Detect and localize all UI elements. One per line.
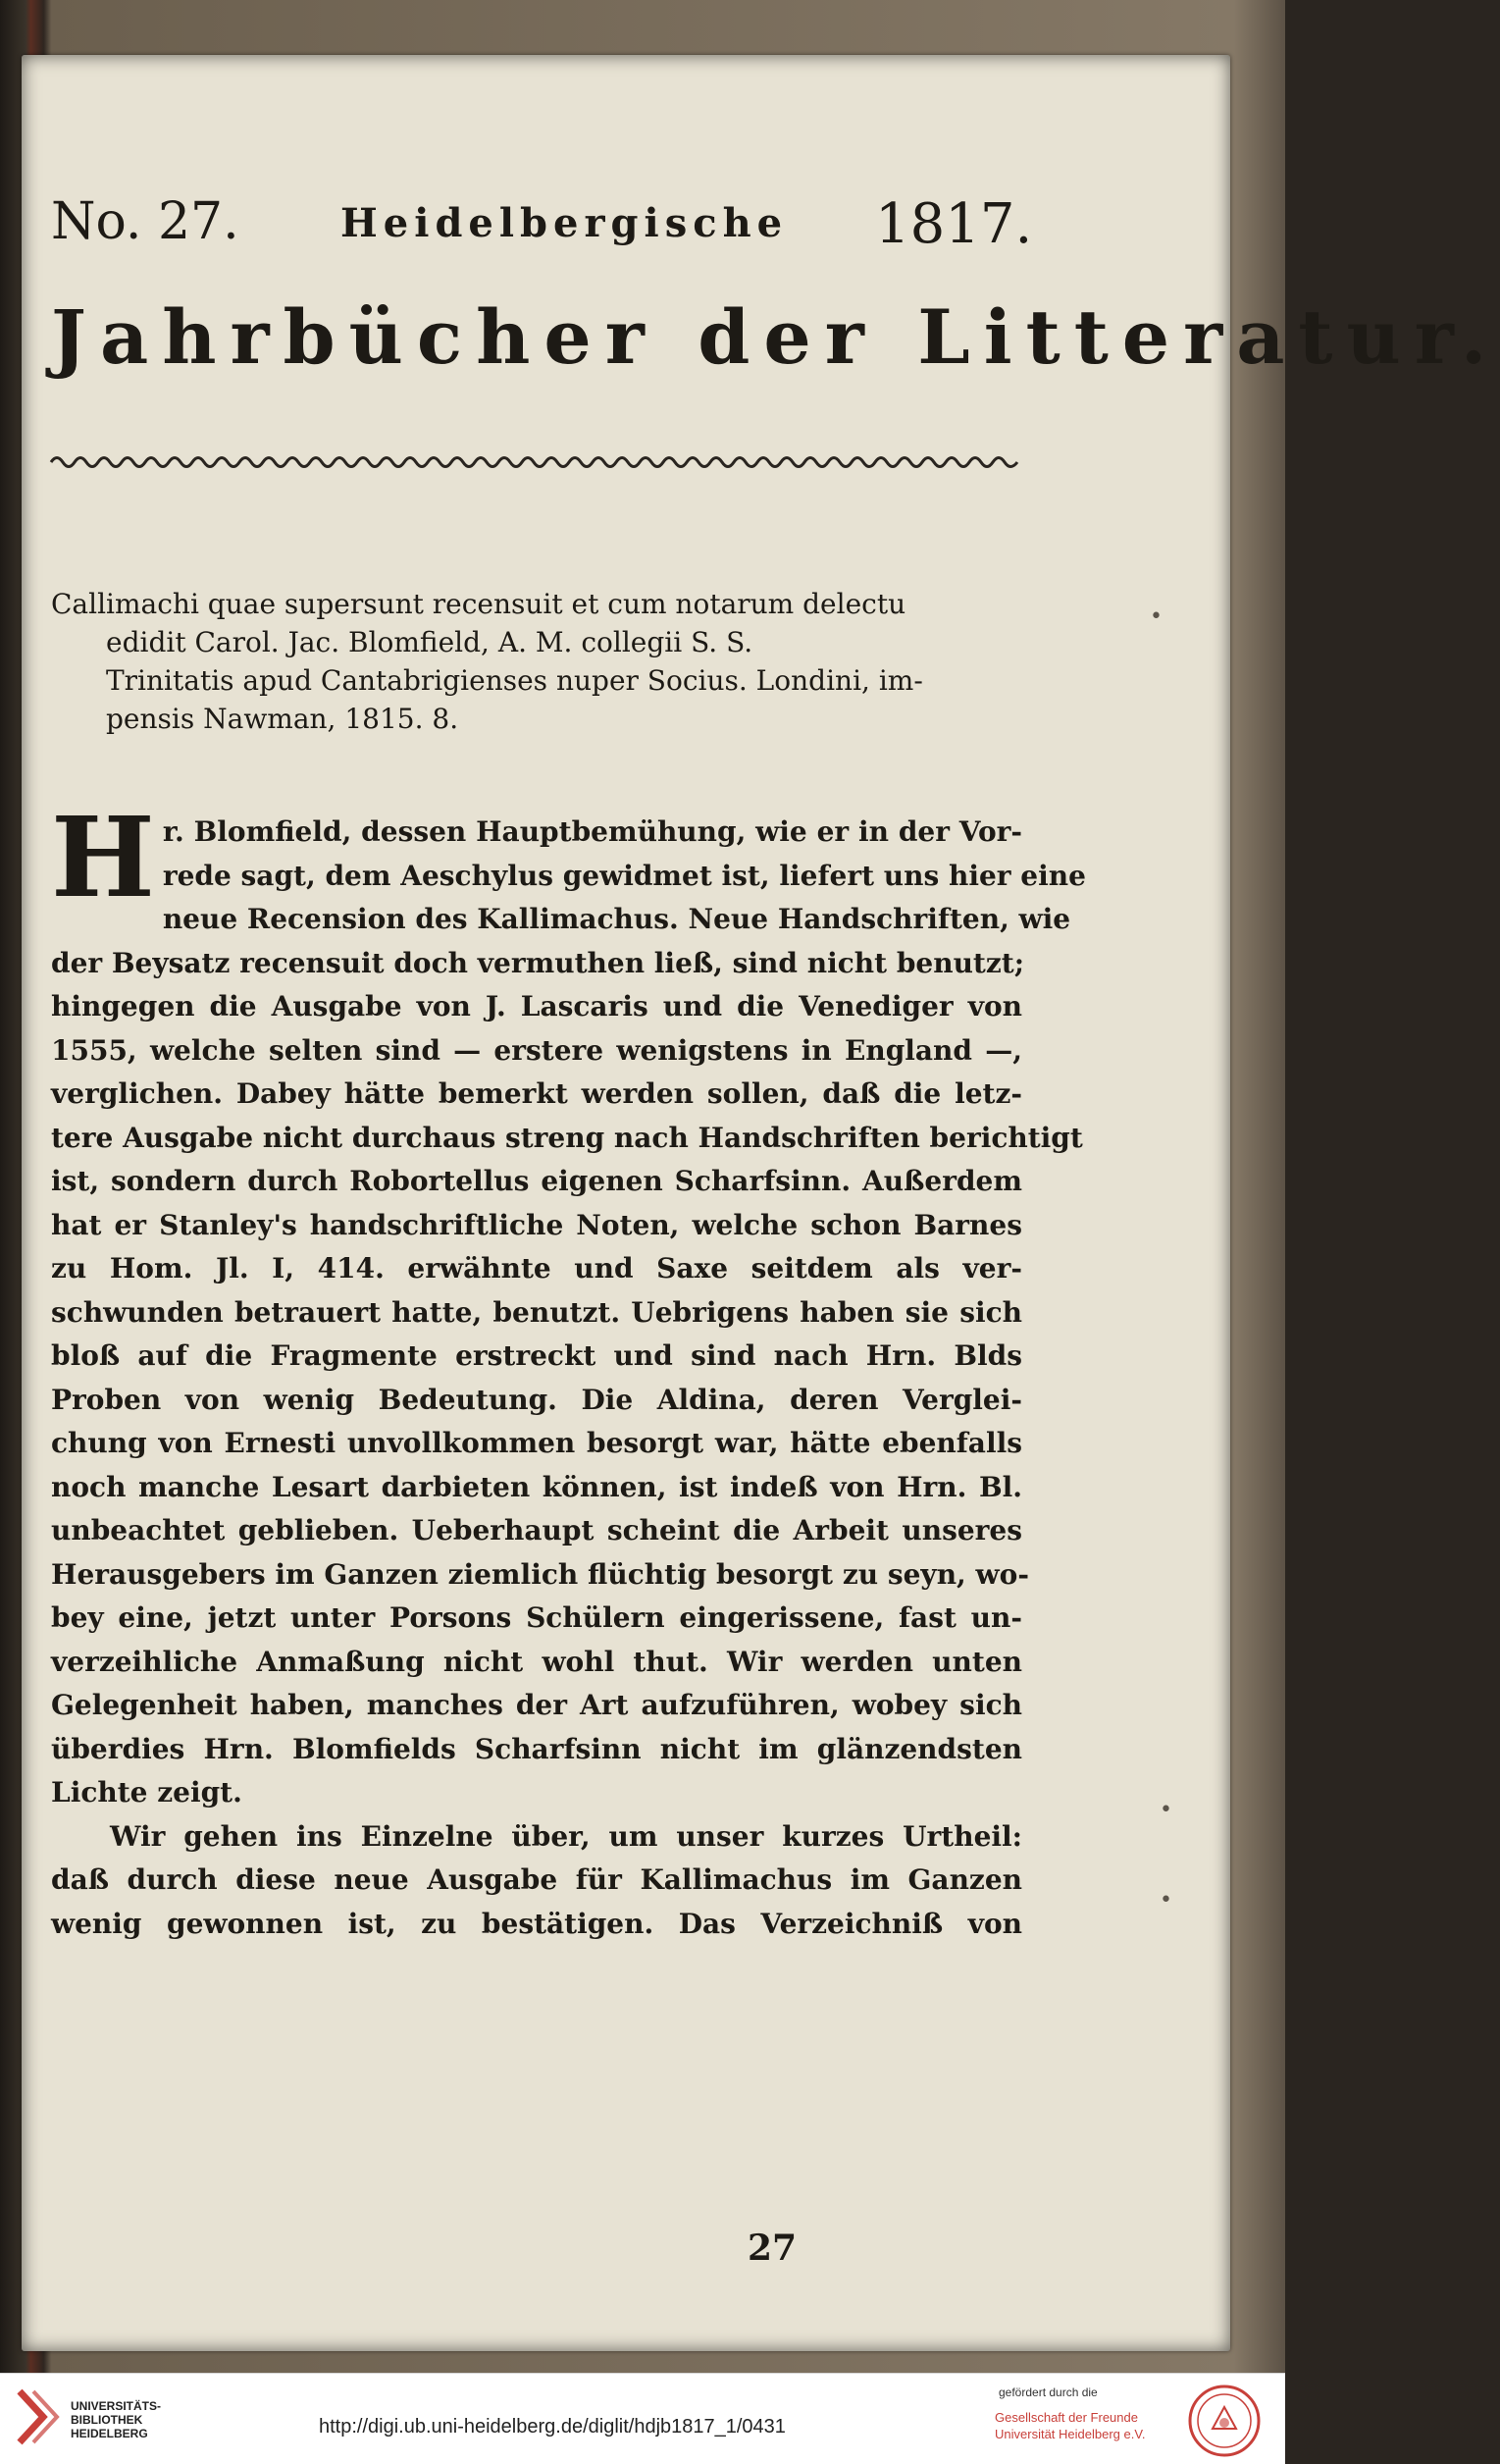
text-line: Wir gehen ins Einzelne über, um unser kurzes Urtheil:	[110, 1819, 1022, 1853]
citation-line: Callimachi quae supersunt recensuit et cum notarum delectu	[51, 588, 906, 620]
text-line: noch manche Lesart darbieten können, ist indeß von Hrn. Bl.	[51, 1470, 1022, 1503]
text-line: verglichen. Dabey hätte bemerkt werden sollen, daß die letz-	[51, 1077, 1022, 1110]
review-body	[51, 794, 1086, 1946]
text-line: daß durch diese neue Ausgabe für Kallimachus im Ganzen	[51, 1863, 1022, 1896]
margin-speck: •	[1150, 604, 1163, 629]
scanned-page	[22, 55, 1500, 2351]
margin-speck: •	[1160, 1798, 1172, 1822]
text-line: überdies Hrn. Blomfields Scharfsinn nicht im glänzendsten	[51, 1732, 1022, 1765]
text-line: r. Blomfield, dessen Hauptbemühung, wie er in der Vor-	[162, 815, 1022, 848]
journal-title: Jahrbücher der Litteratur.	[51, 293, 1500, 381]
printer-signature: 27	[748, 2228, 798, 2269]
text-line: Herausgebers im Ganzen ziemlich flüchtig besorgt zu seyn, wo-	[51, 1557, 1029, 1591]
text-line: tere Ausgabe nicht durchaus streng nach Handschriften berichtigt	[51, 1121, 1083, 1154]
text-line: Gelegenheit haben, manches der Art aufzuführen, wobey sich	[51, 1689, 1022, 1721]
citation-line: Trinitatis apud Cantabrigienses nuper Socius. Londini, im-	[106, 664, 923, 697]
text-line: hingegen die Ausgabe von J. Lascaris und die Venediger von	[51, 990, 1022, 1022]
library-name-line: HEIDELBERG	[71, 2427, 148, 2440]
running-header	[51, 192, 1033, 271]
text-line: schwunden betrauert hatte, benutzt. Uebrigens haben sie sich	[51, 1295, 1022, 1329]
text-line: rede sagt, dem Aeschylus gewidmet ist, liefert uns hier eine	[162, 859, 1086, 892]
text-line: 1555, welche selten sind — erstere wenigstens in England —,	[51, 1033, 1022, 1067]
library-name-line: UNIVERSITÄTS-	[71, 2399, 162, 2413]
text-line: hat er Stanley's handschriftliche Noten, welche schon Barnes	[51, 1208, 1022, 1241]
text-line: wenig gewonnen ist, zu bestätigen. Das Verzeichniß von	[51, 1907, 1022, 1940]
citation-line: pensis Nawman, 1815. 8.	[106, 703, 459, 735]
funded-by-label: gefördert durch die	[999, 2385, 1098, 2399]
text-line: Lichte zeigt.	[51, 1776, 242, 1809]
text-line: der Beysatz recensuit doch vermuthen ließ, sind nicht benutzt;	[51, 946, 1025, 979]
university-library-logo-icon[interactable]	[14, 2387, 61, 2446]
drop-capital: H	[51, 794, 155, 922]
society-name[interactable]	[995, 2409, 1145, 2442]
ornamental-rule	[51, 447, 1017, 477]
library-name	[71, 2399, 161, 2440]
text-line: bloß auf die Fragmente erstreckt und sind nach Hrn. Blds	[51, 1339, 1022, 1372]
header-year: 1817.	[875, 192, 1033, 256]
text-line: ist, sondern durch Robortellus eigenen Scharfsinn. Außerdem	[51, 1165, 1022, 1197]
paragraph-1	[51, 794, 1086, 1815]
issue-number: No. 27.	[51, 192, 239, 251]
library-name-line: BIBLIOTHEK	[71, 2413, 143, 2427]
paragraph-2	[51, 1815, 1022, 1947]
university-seal-icon[interactable]	[1187, 2384, 1262, 2458]
citation-line: edidit Carol. Jac. Blomfield, A. M. collegii S. S.	[106, 626, 753, 658]
viewer-footer	[0, 2373, 1285, 2464]
header-title: Heidelbergische	[340, 200, 789, 246]
text-line: Proben von wenig Bedeutung. Die Aldina, deren Verglei-	[51, 1383, 1022, 1416]
text-line: verzeihliche Anmaßung nicht wohl thut. Wir werden unten	[51, 1645, 1022, 1678]
text-line: bey eine, jetzt unter Porsons Schülern eingerissene, fast un-	[51, 1601, 1022, 1634]
society-name-line: Gesellschaft der Freunde	[995, 2410, 1138, 2425]
text-line: neue Recension des Kallimachus. Neue Handschriften, wie	[162, 903, 1071, 935]
society-name-line: Universität Heidelberg e.V.	[995, 2427, 1146, 2441]
text-line: unbeachtet geblieben. Ueberhaupt scheint die Arbeit unseres	[51, 1514, 1022, 1547]
bibliographic-citation	[51, 585, 1042, 738]
text-line: chung von Ernesti unvollkommen besorgt war, hätte ebenfalls	[51, 1427, 1022, 1459]
permalink-url[interactable]: http://digi.ub.uni-heidelberg.de/diglit/hdjb1817_1/0431	[319, 2416, 786, 2438]
margin-speck: •	[1160, 1888, 1172, 1913]
text-line: zu Hom. Jl. I, 414. erwähnte und Saxe seitdem als ver-	[51, 1252, 1022, 1284]
